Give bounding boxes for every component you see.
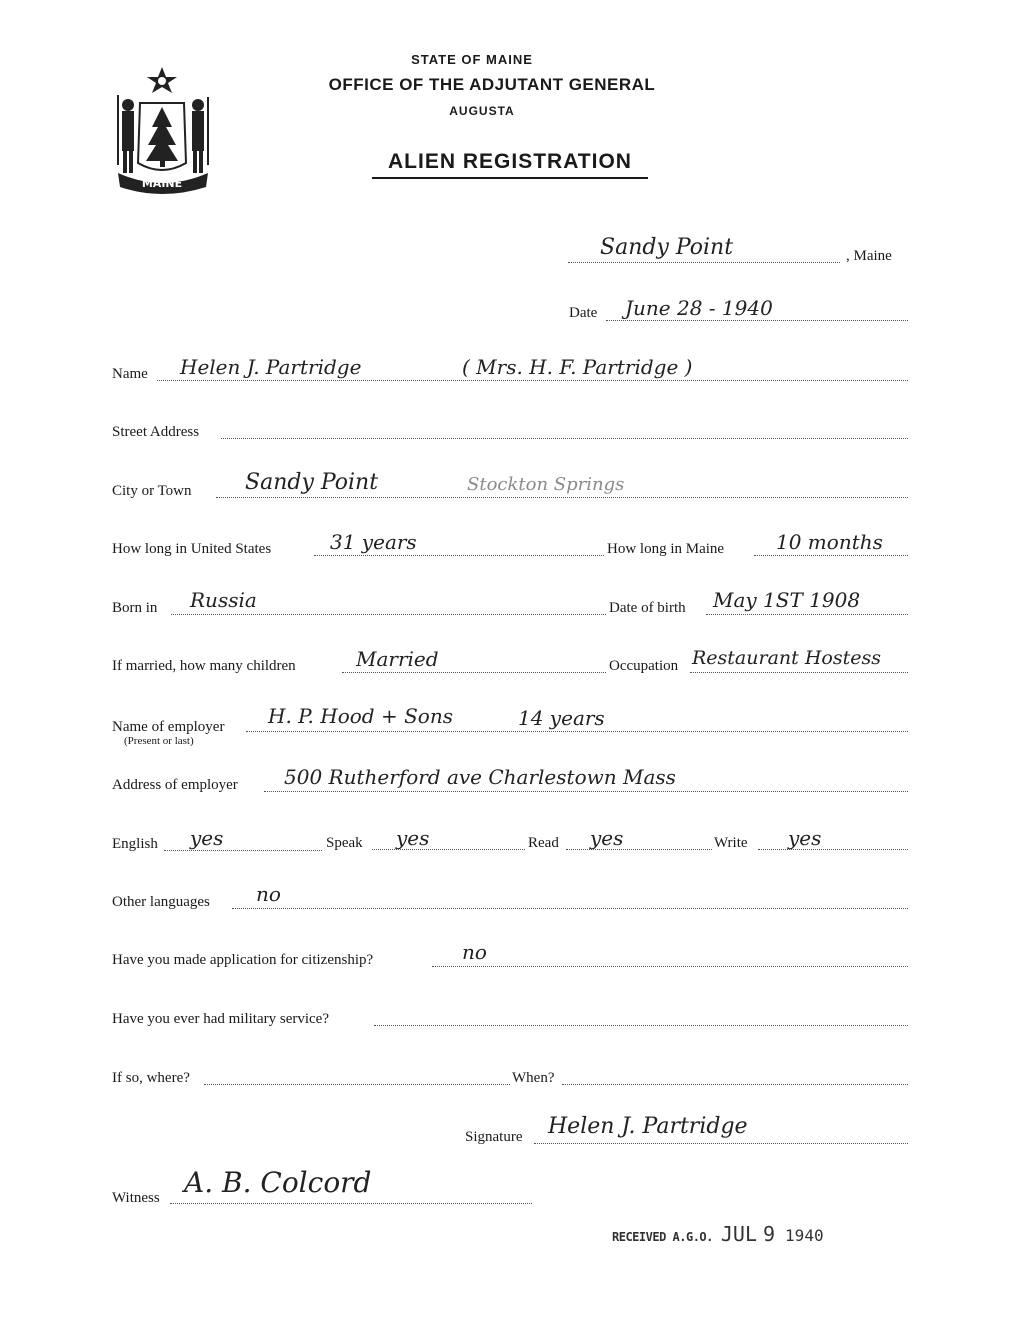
signature-line (534, 1143, 908, 1144)
date-label: Date (569, 305, 598, 321)
speak-value: yes (396, 826, 430, 850)
office-heading: OFFICE OF THE ADJUTANT GENERAL (328, 75, 656, 94)
signature-label: Signature (465, 1129, 523, 1145)
city-or-town-extra: Stockton Springs (467, 474, 625, 495)
city-or-town-value: Sandy Point (245, 470, 379, 495)
employer-value: H. P. Hood + Sons (268, 704, 453, 728)
employer-label: Name of employer (112, 719, 225, 735)
date-of-birth-value: May 1ST 1908 (713, 588, 861, 612)
how-long-maine-line (754, 555, 908, 556)
title-underline (372, 177, 648, 179)
write-label: Write (714, 835, 748, 851)
where-line (204, 1084, 510, 1085)
write-value: yes (788, 826, 822, 850)
stamp-month: JUL (720, 1222, 757, 1246)
street-address-label: Street Address (112, 424, 200, 440)
occupation-line (690, 672, 908, 673)
citizenship-value: no (462, 940, 487, 964)
employer-address-line (264, 791, 908, 792)
place-value: Sandy Point (600, 235, 734, 260)
when-label: When? (512, 1070, 555, 1086)
english-label: English (112, 836, 158, 852)
when-line (562, 1084, 908, 1085)
how-long-maine-value: 10 months (776, 530, 883, 554)
how-long-us-value: 31 years (330, 530, 417, 554)
date-line (606, 320, 908, 321)
city-or-town-label: City or Town (112, 483, 192, 499)
employer-address-value: 500 Rutherford ave Charlestown Mass (284, 765, 676, 789)
read-value: yes (590, 826, 624, 850)
military-label: Have you ever had military service? (112, 1011, 329, 1027)
other-languages-value: no (256, 882, 281, 906)
place-line (568, 262, 840, 263)
received-stamp (612, 1222, 824, 1246)
date-of-birth-line (706, 614, 908, 615)
speak-label: Speak (326, 835, 363, 851)
form-title: ALIEN REGISTRATION (388, 150, 632, 173)
place-suffix: , Maine (846, 248, 892, 264)
seal-banner-text: MAINE (141, 177, 183, 190)
witness-line (170, 1203, 532, 1204)
citizenship-line (432, 966, 908, 967)
employer-line (246, 731, 908, 732)
date-value: June 28 - 1940 (625, 296, 773, 320)
born-in-label: Born in (112, 600, 158, 616)
witness-label: Witness (112, 1190, 160, 1206)
children-value: Married (356, 647, 439, 671)
state-heading: STATE OF MAINE (411, 52, 533, 67)
born-in-line (171, 614, 606, 615)
occupation-value: Restaurant Hostess (692, 647, 881, 669)
speak-line (372, 849, 525, 850)
stamp-received-text: RECEIVED A.G.O. (612, 1230, 713, 1244)
name-line (157, 380, 908, 381)
employer-sublabel: (Present or last) (124, 735, 194, 747)
witness-value: A. B. Colcord (184, 1166, 372, 1199)
children-line (342, 672, 606, 673)
military-line (374, 1025, 908, 1026)
where-label: If so, where? (112, 1070, 190, 1086)
other-languages-label: Other languages (112, 894, 210, 910)
city-or-town-line (216, 497, 908, 498)
stamp-day: 9 (763, 1222, 776, 1246)
english-value: yes (190, 826, 224, 850)
how-long-maine-label: How long in Maine (607, 541, 725, 557)
name-value: Helen J. Partridge (180, 355, 362, 379)
read-label: Read (528, 835, 559, 851)
occupation-label: Occupation (609, 658, 679, 674)
employer-address-label: Address of employer (112, 777, 238, 793)
english-line (164, 850, 322, 851)
other-languages-line (232, 908, 908, 909)
read-line (566, 849, 712, 850)
name-alias: ( Mrs. H. F. Partridge ) (462, 355, 693, 379)
street-address-line (221, 438, 908, 439)
citizenship-label: Have you made application for citizenship? (112, 952, 374, 968)
born-in-value: Russia (190, 588, 257, 612)
date-of-birth-label: Date of birth (609, 600, 686, 616)
name-label: Name (112, 366, 148, 382)
how-long-us-label: How long in United States (112, 541, 272, 557)
employer-extra: 14 years (518, 706, 605, 730)
city-heading: AUGUSTA (449, 104, 515, 118)
how-long-us-line (314, 555, 604, 556)
signature-value: Helen J. Partridge (548, 1114, 748, 1139)
children-label: If married, how many children (112, 658, 296, 674)
write-line (758, 849, 908, 850)
stamp-year: 1940 (785, 1226, 824, 1245)
